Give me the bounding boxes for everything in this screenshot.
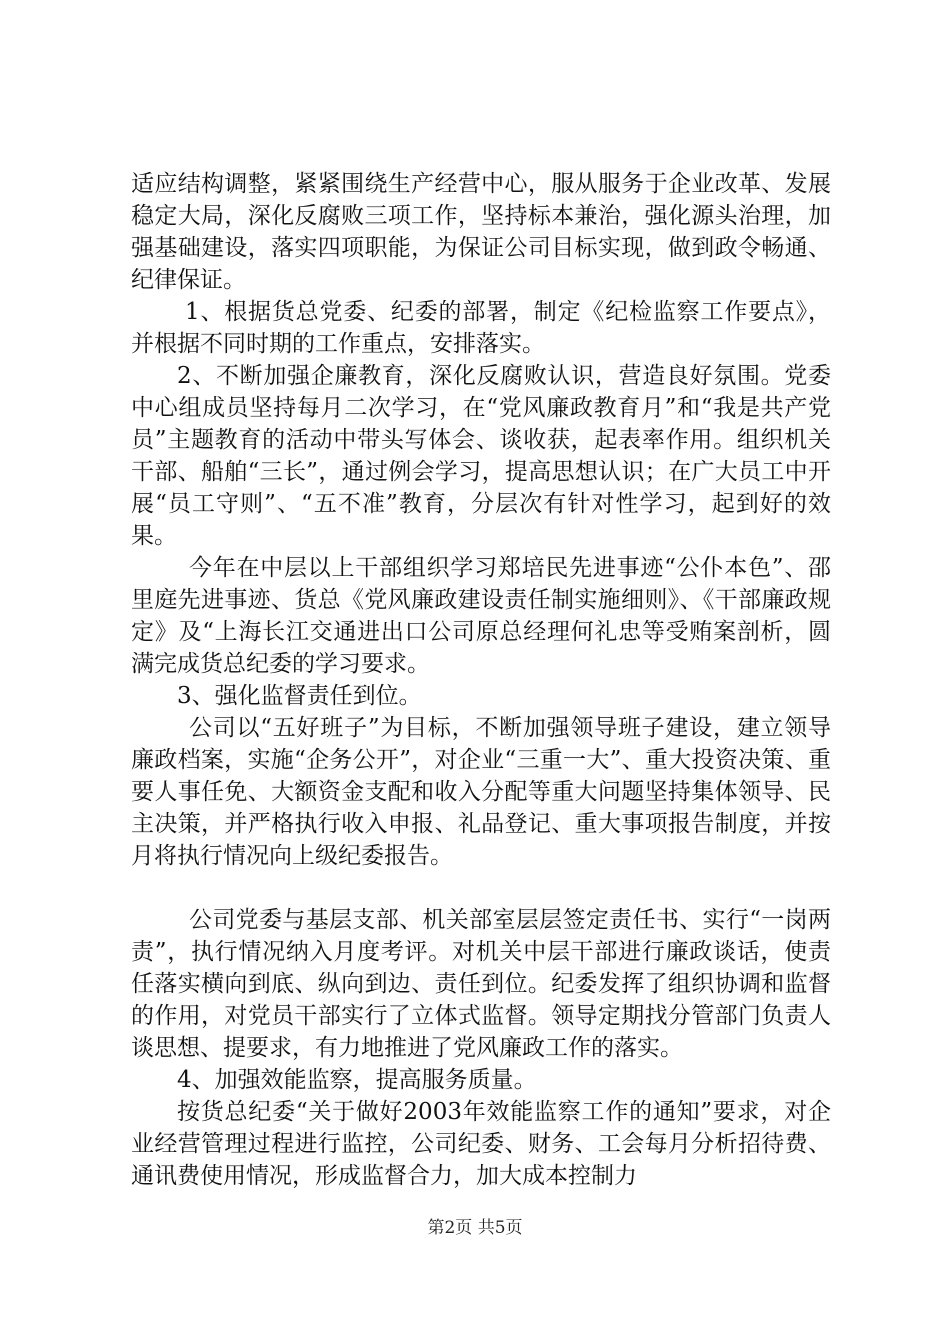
page-number-footer: 第2页 共5页 bbox=[427, 1218, 523, 1238]
paragraph-item-3: 3、强化监督责任到位。 bbox=[177, 683, 422, 709]
paragraph-item-1: 1、根据货总党委、纪委的部署，制定《纪检监察工作要点》，并根据不同时期的工作重点，安排落实。 bbox=[131, 299, 831, 357]
paragraph-study: 今年在中层以上干部组织学习郑培民先进事迹“公仆本色”、邵里庭先进事迹、货总《党风廉政建设责任制实施细则》、《干部廉政规定》及“上海长江交通进出口公司原总经理何礼忠等受贿案剖析，圆满完成货总纪委的学习要求。 bbox=[131, 555, 831, 677]
paragraph-gap bbox=[131, 872, 831, 904]
paragraph-efficiency: 按货总纪委“关于做好2003年效能监察工作的通知”要求，对企业经营管理过程进行监控，公司纪委、财务、工会每月分析招待费、通讯费使用情况，形成监督合力，加大成本控制力 bbox=[131, 1099, 831, 1189]
paragraph-responsibility: 公司党委与基层支部、机关部室层层签定责任书、实行“一岗两责”，执行情况纳入月度考评。对机关中层干部进行廉政谈话，使责任落实横向到底、纵向到边、责任到位。纪委发挥了组织协调和监督的作用，对党员干部实行了立体式监督。领导定期找分管部门负责人谈思想、提要求，有力地推进了党风廉政工作的落实。 bbox=[131, 907, 831, 1061]
paragraph-leadership: 公司以“五好班子”为目标，不断加强领导班子建设，建立领导廉政档案，实施“企务公开”，对企业“三重一大”、重大投资决策、重要人事任免、大额资金支配和收入分配等重大问题坚持集体领导、民主决策，并严格执行收入申报、礼品登记、重大事项报告制度，并按月将执行情况向上级纪委报告。 bbox=[131, 715, 831, 869]
paragraph-item-2: 2、不断加强企廉教育，深化反腐败认识，营造良好氛围。党委中心组成员坚持每月二次学习，在“党风廉政教育月”和“我是共产党员”主题教育的活动中带头写体会、谈收获，起表率作用。组织机关干部、船舶“三长”，通过例会学习，提高思想认识；在广大员工中开展“员工守则”、“五不准”教育，分层次有针对性学习，起到好的效果。 bbox=[131, 363, 831, 549]
paragraph-continuation: 适应结构调整，紧紧围绕生产经营中心，服从服务于企业改革、发展稳定大局，深化反腐败三项工作，坚持标本兼治，强化源头治理，加强基础建设，落实四项职能，为保证公司目标实现，做到政令畅通、纪律保证。 bbox=[131, 171, 831, 293]
paragraph-item-4: 4、加强效能监察，提高服务质量。 bbox=[177, 1067, 537, 1093]
document-body bbox=[131, 168, 831, 1192]
